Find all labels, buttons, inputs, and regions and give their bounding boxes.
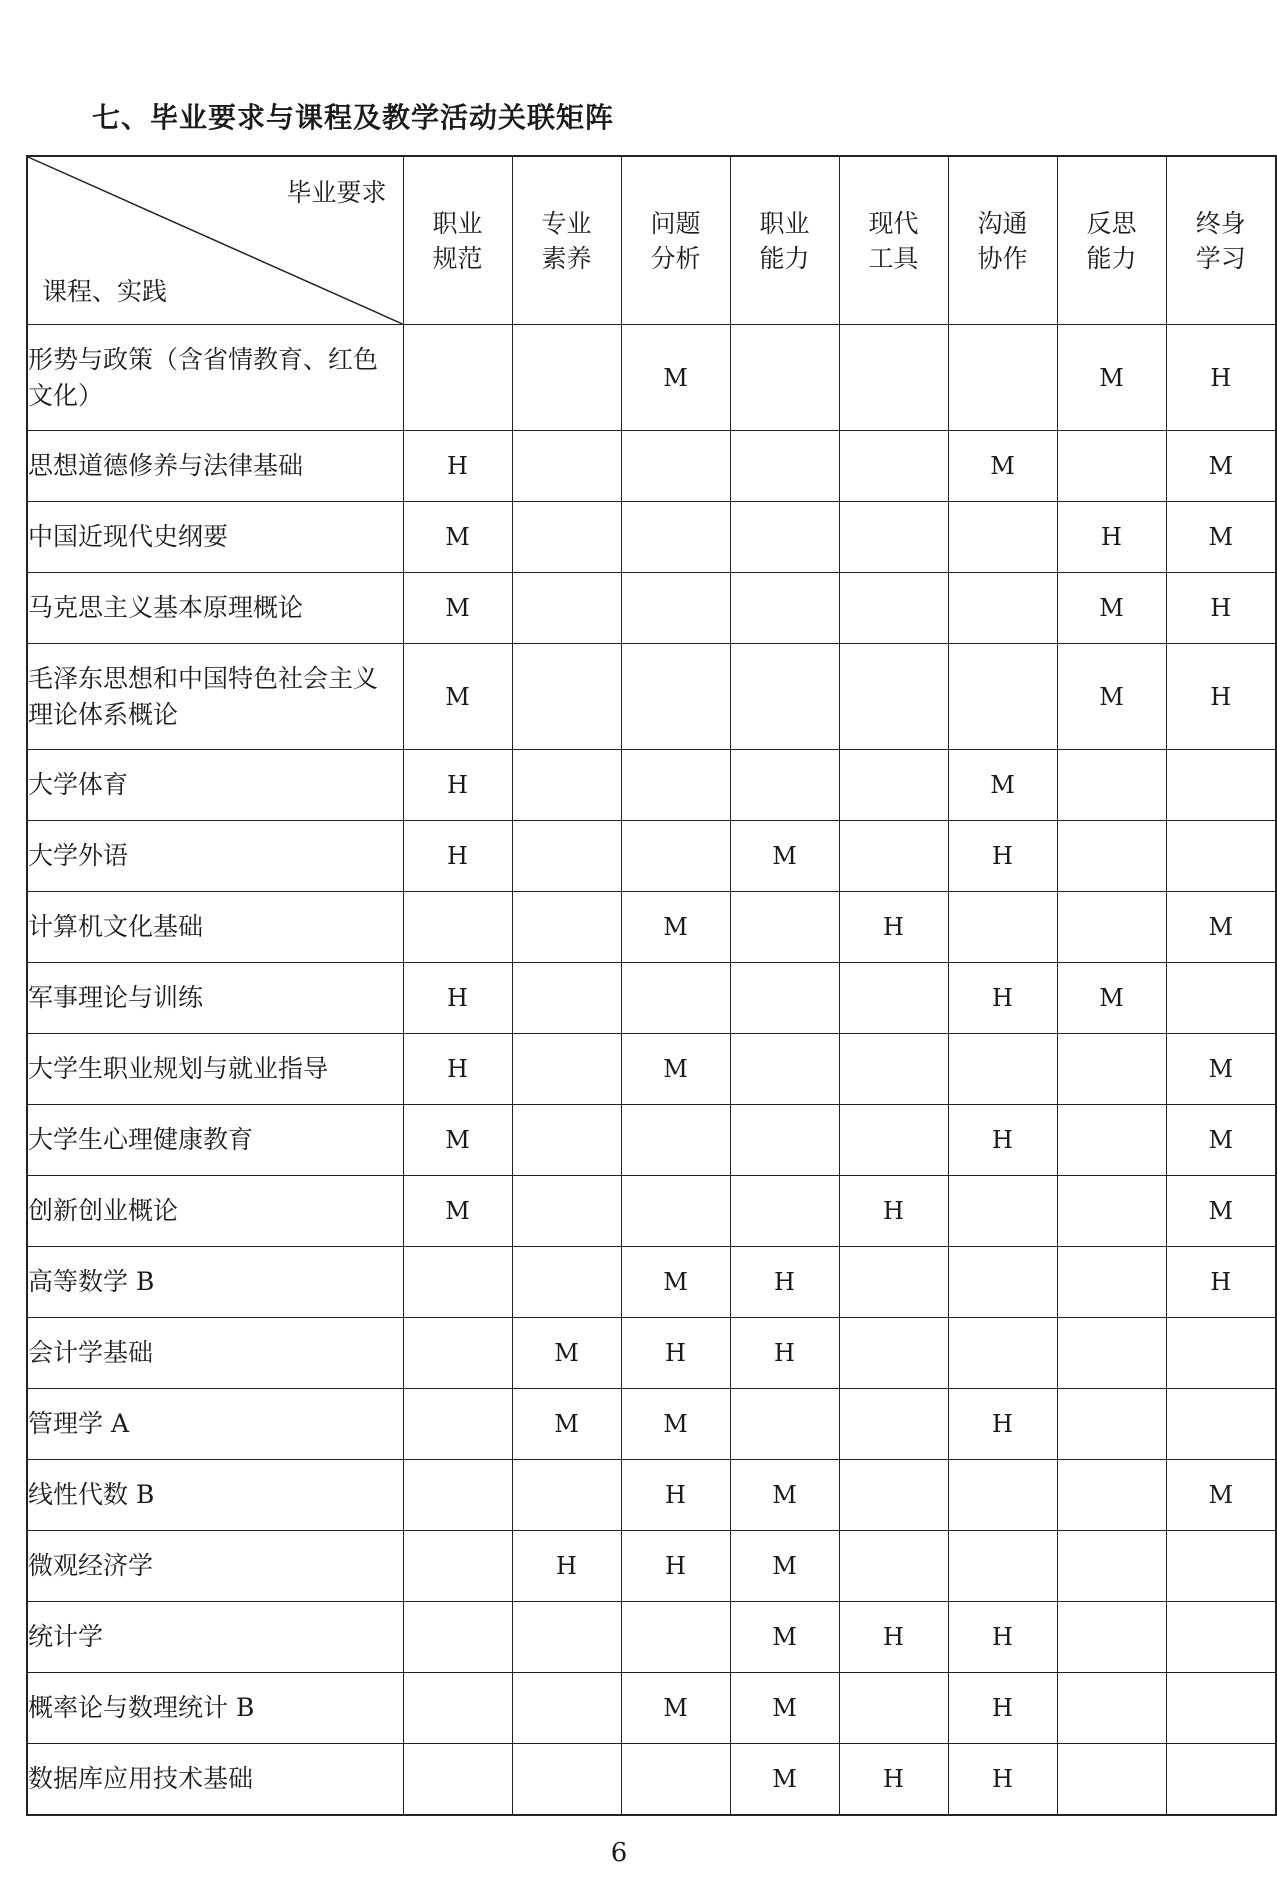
requirement-header — [730, 156, 839, 325]
relevance-cell — [948, 892, 1057, 963]
requirement-header-line: 分析 — [650, 243, 701, 273]
relevance-cell: H — [839, 1602, 948, 1673]
relevance-cell — [948, 1034, 1057, 1105]
relevance-cell: M — [1057, 325, 1166, 431]
relevance-cell: H — [1057, 502, 1166, 573]
requirements-course-matrix — [26, 155, 1277, 1816]
relevance-cell: M — [403, 502, 512, 573]
relevance-cell: H — [948, 1744, 1057, 1815]
relevance-cell: M — [1166, 502, 1276, 573]
relevance-cell — [512, 1105, 621, 1176]
relevance-cell — [512, 963, 621, 1034]
table-row — [27, 325, 1276, 431]
table-row — [27, 1247, 1276, 1318]
relevance-cell — [730, 892, 839, 963]
relevance-cell: M — [1166, 1176, 1276, 1247]
relevance-cell — [730, 1105, 839, 1176]
relevance-cell — [1057, 1034, 1166, 1105]
relevance-cell — [1057, 750, 1166, 821]
course-name: 线性代数 B — [27, 1460, 403, 1531]
relevance-cell — [403, 1531, 512, 1602]
relevance-cell — [1057, 1531, 1166, 1602]
corner-label-courses: 课程、实践 — [42, 277, 168, 306]
course-name: 会计学基础 — [27, 1318, 403, 1389]
requirement-header — [839, 156, 948, 325]
table-row — [27, 1531, 1276, 1602]
requirement-header-line: 问题 — [650, 208, 701, 238]
requirement-header-line: 专业 — [541, 208, 592, 238]
relevance-cell — [403, 892, 512, 963]
relevance-cell — [621, 573, 730, 644]
matrix-body — [27, 325, 1276, 1815]
relevance-cell: M — [730, 821, 839, 892]
relevance-cell: H — [948, 1673, 1057, 1744]
course-name: 高等数学 B — [27, 1247, 403, 1318]
relevance-cell: M — [403, 1105, 512, 1176]
relevance-cell — [1057, 821, 1166, 892]
relevance-cell: M — [621, 1389, 730, 1460]
relevance-cell: M — [403, 1176, 512, 1247]
relevance-cell — [512, 892, 621, 963]
requirement-header — [1057, 156, 1166, 325]
relevance-cell: H — [948, 963, 1057, 1034]
relevance-cell — [1057, 1318, 1166, 1389]
relevance-cell — [1057, 1176, 1166, 1247]
requirement-header-line: 职业 — [759, 208, 810, 238]
relevance-cell — [512, 1673, 621, 1744]
relevance-cell — [403, 1602, 512, 1673]
requirement-header-line: 能力 — [759, 243, 810, 273]
course-name: 数据库应用技术基础 — [27, 1744, 403, 1815]
course-name: 计算机文化基础 — [27, 892, 403, 963]
relevance-cell — [621, 644, 730, 750]
relevance-cell — [1057, 1744, 1166, 1815]
relevance-cell — [512, 573, 621, 644]
course-name: 形势与政策（含省情教育、红色文化） — [27, 325, 403, 431]
requirement-header-line: 协作 — [977, 243, 1028, 273]
relevance-cell — [403, 1673, 512, 1744]
relevance-cell: M — [621, 325, 730, 431]
table-row — [27, 1389, 1276, 1460]
relevance-cell: H — [948, 1105, 1057, 1176]
relevance-cell: H — [403, 1034, 512, 1105]
diagonal-corner-cell — [27, 156, 403, 325]
relevance-cell — [948, 573, 1057, 644]
relevance-cell — [621, 1105, 730, 1176]
relevance-cell: H — [403, 431, 512, 502]
relevance-cell — [839, 1673, 948, 1744]
relevance-cell — [512, 1460, 621, 1531]
relevance-cell — [1057, 1673, 1166, 1744]
relevance-cell — [839, 431, 948, 502]
relevance-cell — [621, 750, 730, 821]
relevance-cell — [948, 644, 1057, 750]
relevance-cell: H — [948, 1389, 1057, 1460]
relevance-cell — [948, 1176, 1057, 1247]
relevance-cell — [512, 1602, 621, 1673]
relevance-cell: M — [730, 1460, 839, 1531]
relevance-cell — [621, 821, 730, 892]
relevance-cell: H — [621, 1531, 730, 1602]
relevance-cell: M — [730, 1744, 839, 1815]
page-number: 6 — [610, 1838, 628, 1868]
relevance-cell — [1166, 1318, 1276, 1389]
relevance-cell: M — [621, 1034, 730, 1105]
relevance-cell: M — [512, 1389, 621, 1460]
relevance-cell — [730, 750, 839, 821]
relevance-cell: M — [1166, 1034, 1276, 1105]
relevance-cell — [512, 750, 621, 821]
course-name: 中国近现代史纲要 — [27, 502, 403, 573]
requirement-header-line: 沟通 — [977, 208, 1028, 238]
relevance-cell — [403, 325, 512, 431]
relevance-cell — [403, 1389, 512, 1460]
relevance-cell — [1166, 821, 1276, 892]
relevance-cell — [512, 644, 621, 750]
relevance-cell — [839, 1531, 948, 1602]
relevance-cell — [730, 325, 839, 431]
relevance-cell: M — [1057, 644, 1166, 750]
requirement-header-line: 规范 — [432, 243, 483, 273]
relevance-cell: M — [403, 573, 512, 644]
requirement-header-line: 反思 — [1086, 208, 1137, 238]
relevance-cell: M — [403, 644, 512, 750]
relevance-cell: H — [839, 1176, 948, 1247]
table-row — [27, 1105, 1276, 1176]
relevance-cell: H — [1166, 1247, 1276, 1318]
course-name: 概率论与数理统计 B — [27, 1673, 403, 1744]
relevance-cell — [839, 502, 948, 573]
relevance-cell: M — [1166, 1105, 1276, 1176]
requirement-header-line: 工具 — [868, 243, 919, 273]
relevance-cell — [730, 431, 839, 502]
relevance-cell — [512, 1176, 621, 1247]
requirement-header — [621, 156, 730, 325]
relevance-cell — [1166, 1531, 1276, 1602]
relevance-cell: H — [730, 1318, 839, 1389]
relevance-cell — [948, 502, 1057, 573]
table-row — [27, 1318, 1276, 1389]
relevance-cell: M — [512, 1318, 621, 1389]
relevance-cell — [730, 1389, 839, 1460]
relevance-cell — [839, 1389, 948, 1460]
relevance-cell — [512, 1034, 621, 1105]
relevance-cell: H — [1166, 325, 1276, 431]
relevance-cell — [948, 1460, 1057, 1531]
relevance-cell — [948, 1247, 1057, 1318]
course-name: 毛泽东思想和中国特色社会主义理论体系概论 — [27, 644, 403, 750]
table-row — [27, 1744, 1276, 1815]
relevance-cell — [512, 325, 621, 431]
relevance-cell — [1057, 1389, 1166, 1460]
relevance-cell — [1166, 963, 1276, 1034]
relevance-cell: M — [948, 750, 1057, 821]
table-row — [27, 1602, 1276, 1673]
relevance-cell — [730, 502, 839, 573]
relevance-cell — [512, 431, 621, 502]
relevance-cell — [403, 1460, 512, 1531]
relevance-cell — [839, 1318, 948, 1389]
relevance-cell: H — [403, 963, 512, 1034]
relevance-cell: H — [621, 1318, 730, 1389]
table-row — [27, 644, 1276, 750]
requirement-header-line: 终身 — [1195, 208, 1246, 238]
relevance-cell — [621, 502, 730, 573]
relevance-cell — [1166, 1389, 1276, 1460]
course-name: 大学外语 — [27, 821, 403, 892]
requirement-header — [403, 156, 512, 325]
table-row — [27, 963, 1276, 1034]
relevance-cell — [512, 502, 621, 573]
relevance-cell: M — [1166, 431, 1276, 502]
relevance-cell: M — [730, 1673, 839, 1744]
relevance-cell: M — [948, 431, 1057, 502]
relevance-cell — [403, 1744, 512, 1815]
relevance-cell: M — [621, 1247, 730, 1318]
relevance-cell — [1057, 892, 1166, 963]
table-row — [27, 573, 1276, 644]
requirement-header — [1166, 156, 1276, 325]
relevance-cell — [839, 1247, 948, 1318]
requirement-header — [512, 156, 621, 325]
relevance-cell — [839, 644, 948, 750]
table-row — [27, 1176, 1276, 1247]
relevance-cell: H — [948, 1602, 1057, 1673]
relevance-cell: M — [1057, 963, 1166, 1034]
relevance-cell — [621, 1176, 730, 1247]
requirement-header-line: 职业 — [432, 208, 483, 238]
course-name: 创新创业概论 — [27, 1176, 403, 1247]
relevance-cell — [621, 1602, 730, 1673]
relevance-cell: M — [1057, 573, 1166, 644]
relevance-cell — [948, 1531, 1057, 1602]
relevance-cell: M — [621, 892, 730, 963]
header-row — [27, 156, 1276, 325]
relevance-cell — [1166, 1744, 1276, 1815]
relevance-cell — [621, 431, 730, 502]
relevance-cell — [512, 821, 621, 892]
relevance-cell — [730, 644, 839, 750]
relevance-cell: H — [948, 821, 1057, 892]
relevance-cell — [839, 1105, 948, 1176]
relevance-cell: H — [839, 1744, 948, 1815]
relevance-cell — [839, 325, 948, 431]
relevance-cell — [1057, 1602, 1166, 1673]
relevance-cell — [839, 963, 948, 1034]
relevance-cell: H — [403, 750, 512, 821]
relevance-cell — [621, 963, 730, 1034]
relevance-cell — [512, 1247, 621, 1318]
relevance-cell: H — [839, 892, 948, 963]
table-row — [27, 431, 1276, 502]
relevance-cell: M — [621, 1673, 730, 1744]
requirement-header-line: 学习 — [1195, 243, 1246, 273]
relevance-cell — [403, 1247, 512, 1318]
table-row — [27, 821, 1276, 892]
course-name: 大学生心理健康教育 — [27, 1105, 403, 1176]
relevance-cell — [730, 1034, 839, 1105]
relevance-cell — [403, 1318, 512, 1389]
relevance-cell: H — [730, 1247, 839, 1318]
requirement-header-line: 现代 — [868, 208, 919, 238]
corner-label-requirements: 毕业要求 — [286, 178, 387, 207]
relevance-cell: H — [403, 821, 512, 892]
relevance-cell: H — [621, 1460, 730, 1531]
relevance-cell — [839, 573, 948, 644]
requirement-header-line: 素养 — [541, 243, 592, 273]
relevance-cell: M — [730, 1531, 839, 1602]
relevance-cell — [1166, 750, 1276, 821]
requirement-header — [948, 156, 1057, 325]
relevance-cell: H — [1166, 573, 1276, 644]
relevance-cell — [948, 1318, 1057, 1389]
relevance-cell — [1166, 1602, 1276, 1673]
table-row — [27, 1673, 1276, 1744]
course-name: 思想道德修养与法律基础 — [27, 431, 403, 502]
section-title: 七、毕业要求与课程及教学活动关联矩阵 — [92, 101, 615, 134]
relevance-cell — [1057, 1247, 1166, 1318]
relevance-cell — [621, 1744, 730, 1815]
course-name: 大学体育 — [27, 750, 403, 821]
course-name: 大学生职业规划与就业指导 — [27, 1034, 403, 1105]
relevance-cell — [839, 750, 948, 821]
course-name: 微观经济学 — [27, 1531, 403, 1602]
course-name: 马克思主义基本原理概论 — [27, 573, 403, 644]
table-row — [27, 892, 1276, 963]
relevance-cell: M — [1166, 1460, 1276, 1531]
relevance-cell — [839, 1460, 948, 1531]
course-name: 统计学 — [27, 1602, 403, 1673]
relevance-cell — [730, 1176, 839, 1247]
relevance-cell: M — [730, 1602, 839, 1673]
relevance-cell — [730, 573, 839, 644]
table-row — [27, 750, 1276, 821]
relevance-cell: H — [1166, 644, 1276, 750]
table-row — [27, 502, 1276, 573]
relevance-cell — [1057, 1105, 1166, 1176]
relevance-cell: H — [512, 1531, 621, 1602]
relevance-cell — [839, 821, 948, 892]
table-row — [27, 1460, 1276, 1531]
course-name: 管理学 A — [27, 1389, 403, 1460]
relevance-cell — [1057, 431, 1166, 502]
relevance-cell — [730, 963, 839, 1034]
relevance-cell — [1166, 1673, 1276, 1744]
requirement-header-line: 能力 — [1086, 243, 1137, 273]
table-row — [27, 1034, 1276, 1105]
relevance-cell — [1057, 1460, 1166, 1531]
relevance-cell — [512, 1744, 621, 1815]
relevance-cell — [948, 325, 1057, 431]
relevance-cell — [839, 1034, 948, 1105]
relevance-cell: M — [1166, 892, 1276, 963]
course-name: 军事理论与训练 — [27, 963, 403, 1034]
